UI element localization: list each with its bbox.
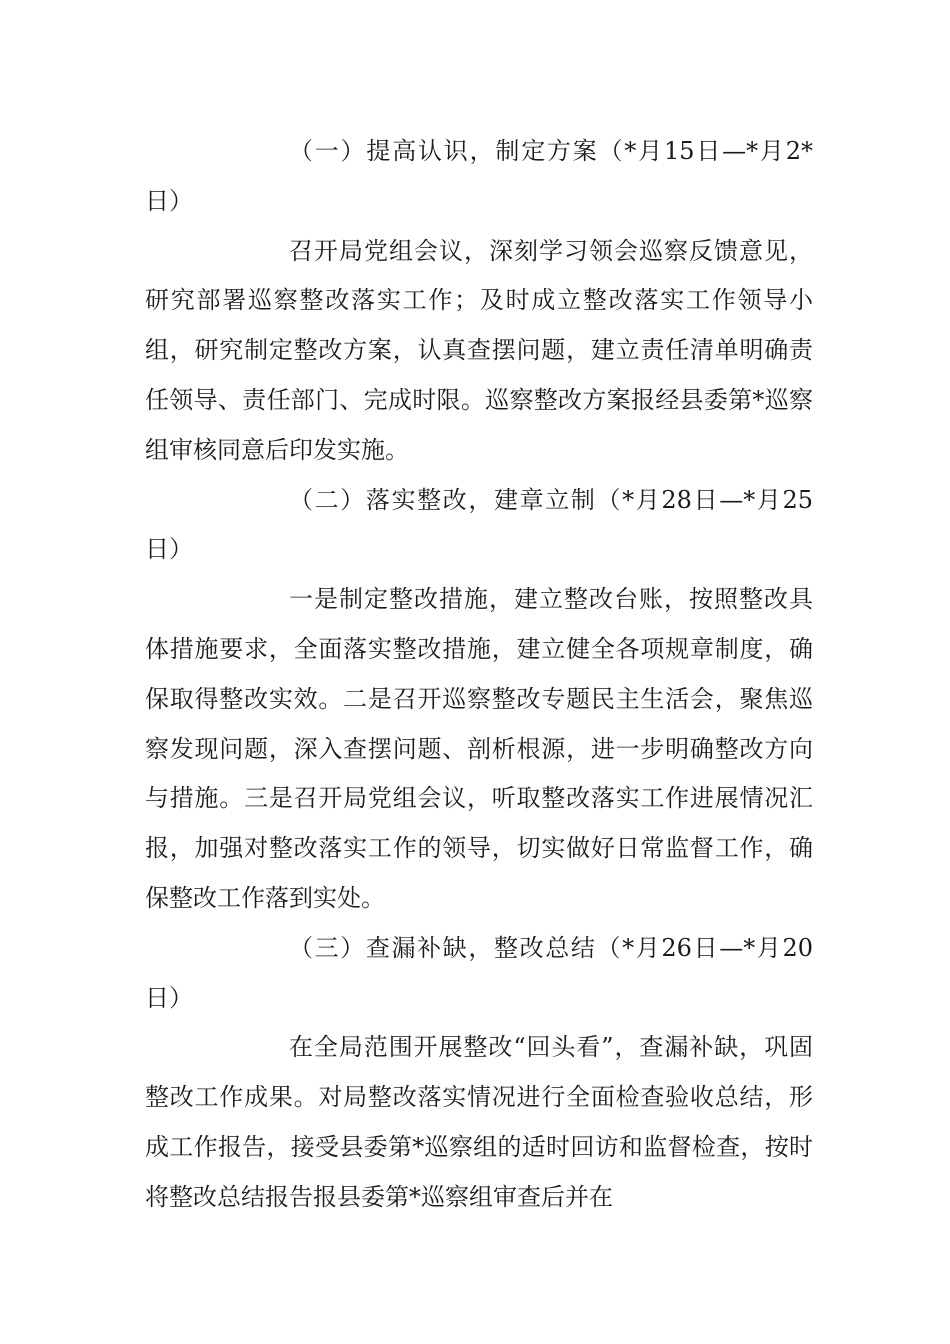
section-2-paragraph: 一是制定整改措施，建立整改台账，按照整改具体措施要求，全面落实整改措施，建立健全各项规章制度，确保取得整改实效。二是召开巡察整改专题民主生活会，聚焦巡察发现问题，深入查摆问题、剖析根源，进一步明确整改方向与措施。三是召开局党组会议，听取整改落实工作进展情况汇报，加强对整改落实工作的领导，切实做好日常监督工作，确保整改工作落到实处。 [145, 585, 813, 912]
section-1-heading: （一）提高认识，制定方案（*月15日—*月2*日） [145, 137, 813, 215]
section-3-paragraph: 在全局范围开展整改“回头看”，查漏补缺，巩固整改工作成果。对局整改落实情况进行全面检查验收总结，形成工作报告，接受县委第*巡察组的适时回访和监督检查，按时将整改总结报告报县委第*巡察组审查后并在 [145, 1033, 813, 1211]
section-1-paragraph: 召开局党组会议，深刻学习领会巡察反馈意见，研究部署巡察整改落实工作；及时成立整改落实工作领导小组，研究制定整改方案，认真查摆问题，建立责任清单明确责任领导、责任部门、完成时限。巡察整改方案报经县委第*巡察组审核同意后印发实施。 [145, 236, 813, 464]
section-2-heading: （二）落实整改，建章立制（*月28日—*月25日） [145, 485, 813, 564]
document-body [145, 127, 813, 1223]
section-3-heading: （三）查漏补缺，整改总结（*月26日—*月20日） [145, 933, 813, 1012]
